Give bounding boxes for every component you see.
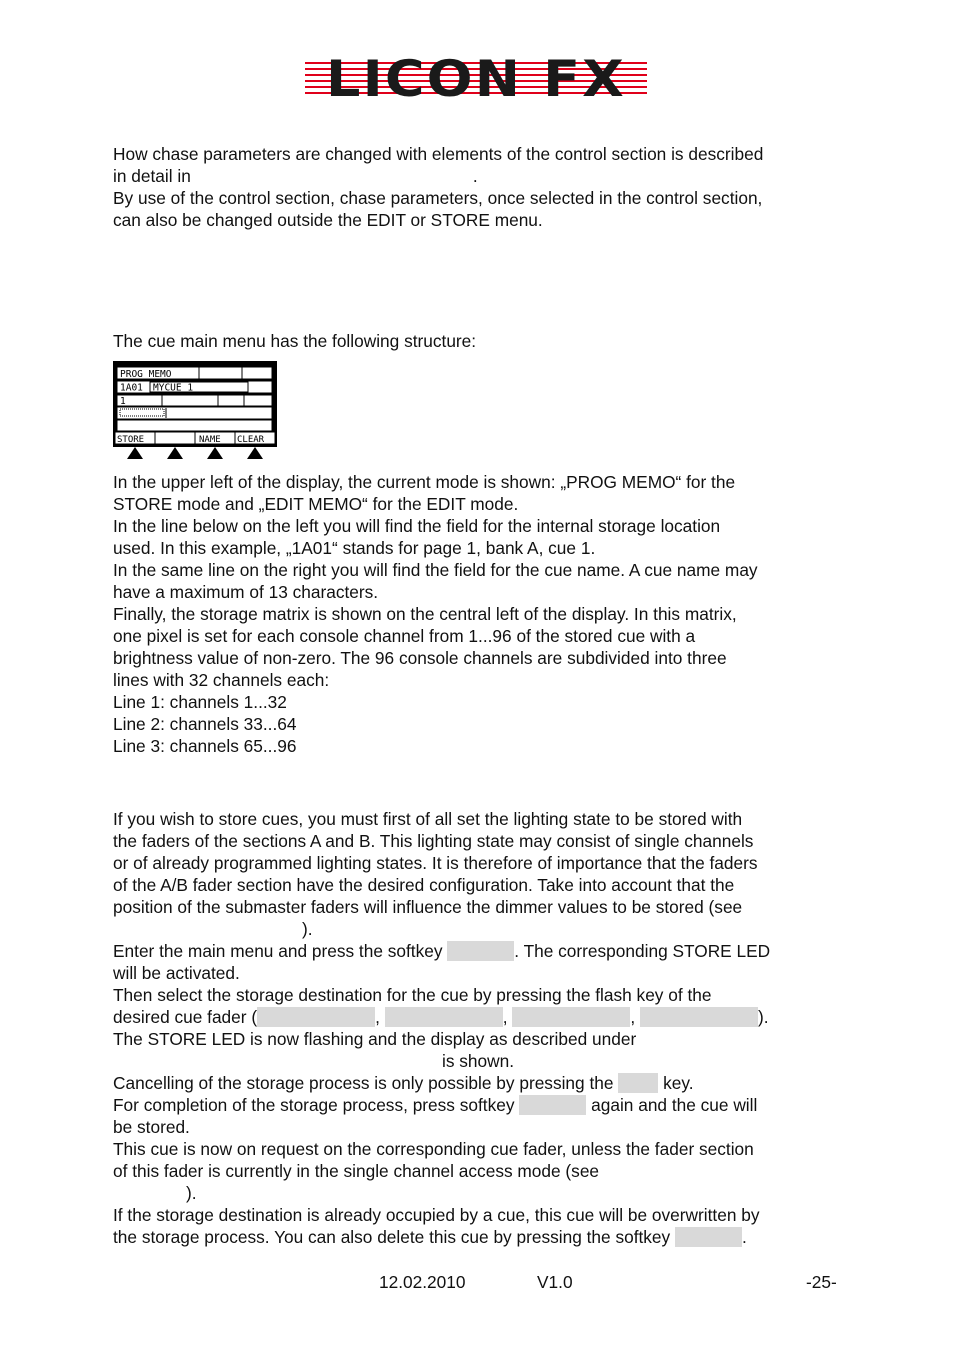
- softkey-2-button[interactable]: [167, 447, 183, 459]
- text: in detail in: [113, 166, 191, 186]
- text-line: This cue is now on request on the corresponding cue fader, unless the fader section: [113, 1139, 754, 1159]
- text-line: [113, 1072, 843, 1094]
- text-line: How chase parameters are changed with elements of the control section is described: [113, 144, 764, 164]
- footer-page-number: -25-: [806, 1272, 837, 1292]
- text-line: the faders of the sections A and B. This lighting state may consist of single channels: [113, 831, 754, 851]
- text: ,: [630, 1007, 636, 1027]
- text-line: In the upper left of the display, the current mode is shown: „PROG MEMO“ for the: [113, 472, 736, 492]
- intro-paragraph: [113, 143, 843, 231]
- text-line: In the line below on the left you will find the field for the internal storage location: [113, 516, 721, 536]
- text-line: In the same line on the right you will find the field for the cue name. A cue name may: [113, 560, 758, 580]
- text-line: [113, 1006, 843, 1028]
- text: .: [472, 166, 478, 186]
- text-line: If the storage destination is already occupied by a cue, this cue will be overwritten by: [113, 1205, 760, 1225]
- structure-intro: The cue main menu has the following structure:: [113, 331, 477, 351]
- softkey-1-button[interactable]: [127, 447, 143, 459]
- text: .: [742, 1227, 747, 1247]
- text-line: [113, 1182, 843, 1204]
- text-line: have a maximum of 13 characters.: [113, 582, 379, 602]
- text: ,: [502, 1007, 508, 1027]
- text-line: of this fader is currently in the single channel access mode (see: [113, 1161, 600, 1181]
- softkey-store-ref: [447, 941, 514, 961]
- logo-text: LICON FX: [326, 52, 626, 102]
- text-line: The STORE LED is now flashing and the display as described under: [113, 1029, 637, 1049]
- text-line: of the A/B fader section have the desired configuration. Take into account that the: [113, 875, 735, 895]
- text-line: lines with 32 channels each:: [113, 670, 330, 690]
- store-description: [113, 808, 843, 1248]
- text: again and the cue will: [591, 1095, 758, 1115]
- display-description: [113, 471, 843, 757]
- text-line: or of already programmed lighting states. It is therefore of importance that the faders: [113, 853, 758, 873]
- text-line: [113, 1050, 843, 1072]
- text: desired cue fader (: [113, 1007, 258, 1027]
- key-ref: [618, 1073, 658, 1093]
- text: Enter the main menu and press the softkey: [113, 941, 443, 961]
- text-line: be stored.: [113, 1117, 190, 1137]
- text-line: [113, 1094, 843, 1116]
- storage-matrix: [120, 409, 164, 416]
- text-line: position of the submaster faders will influence the dimmer values to be stored (see: [113, 897, 743, 917]
- cue-fader-ref: [385, 1007, 503, 1027]
- text-line: [113, 165, 843, 187]
- cue-fader-ref: [257, 1007, 375, 1027]
- text-line: [113, 918, 843, 940]
- licon-fx-logo: [305, 52, 647, 102]
- softkey-name-label: NAME: [199, 435, 221, 445]
- text: key.: [663, 1073, 694, 1093]
- display-mode: PROG MEMO: [120, 369, 172, 380]
- text: ).: [186, 1183, 197, 1203]
- footer-version: V1.0: [537, 1272, 573, 1292]
- text: the storage process. You can also delete this cue by pressing the softkey: [113, 1227, 671, 1247]
- lcd-display: [113, 361, 277, 462]
- display-cue-name: MYCUE 1: [153, 382, 194, 394]
- text: Cancelling of the storage process is only possible by pressing the: [113, 1073, 614, 1093]
- softkey-store-ref: [519, 1095, 586, 1115]
- text-line: Line 3: channels 65...96: [113, 736, 297, 756]
- text-line: By use of the control section, chase parameters, once selected in the control section,: [113, 188, 763, 208]
- footer-date: 12.02.2010: [379, 1272, 466, 1292]
- text: ).: [302, 919, 313, 939]
- text: is shown.: [442, 1051, 515, 1071]
- text: ).: [757, 1007, 769, 1027]
- text-line: Finally, the storage matrix is shown on the central left of the display. In this matrix,: [113, 604, 737, 624]
- softkey-4-button[interactable]: [247, 447, 263, 459]
- display-location: 1A01: [120, 382, 143, 394]
- display-row3: 1: [120, 396, 126, 407]
- text-line: can also be changed outside the EDIT or STORE menu.: [113, 210, 543, 230]
- text-line: one pixel is set for each console channel from 1...96 of the stored cue with a: [113, 626, 696, 646]
- text-line: [113, 1226, 843, 1248]
- cue-fader-ref: [640, 1007, 758, 1027]
- softkey-clear-ref: [675, 1227, 742, 1247]
- text-line: brightness value of non-zero. The 96 console channels are subdivided into three: [113, 648, 727, 668]
- text-line: [113, 940, 843, 962]
- text: ,: [375, 1007, 380, 1027]
- text-line: will be activated.: [113, 963, 240, 983]
- text-line: If you wish to store cues, you must first of all set the lighting state to be stored with: [113, 809, 743, 829]
- softkey-clear-label: CLEAR: [237, 435, 265, 445]
- softkey-store-label: STORE: [117, 435, 145, 445]
- text: . The corresponding STORE LED: [514, 941, 771, 961]
- text-line: Then select the storage destination for the cue by pressing the flash key of the: [113, 985, 712, 1005]
- text-line: STORE mode and „EDIT MEMO“ for the EDIT mode.: [113, 494, 519, 514]
- cue-fader-ref: [512, 1007, 630, 1027]
- text: For completion of the storage process, press softkey: [113, 1095, 515, 1115]
- text-line: Line 1: channels 1...32: [113, 692, 287, 712]
- text-line: used. In this example, „1A01“ stands for page 1, bank A, cue 1.: [113, 538, 596, 558]
- softkey-3-button[interactable]: [207, 447, 223, 459]
- text-line: Line 2: channels 33...64: [113, 714, 297, 734]
